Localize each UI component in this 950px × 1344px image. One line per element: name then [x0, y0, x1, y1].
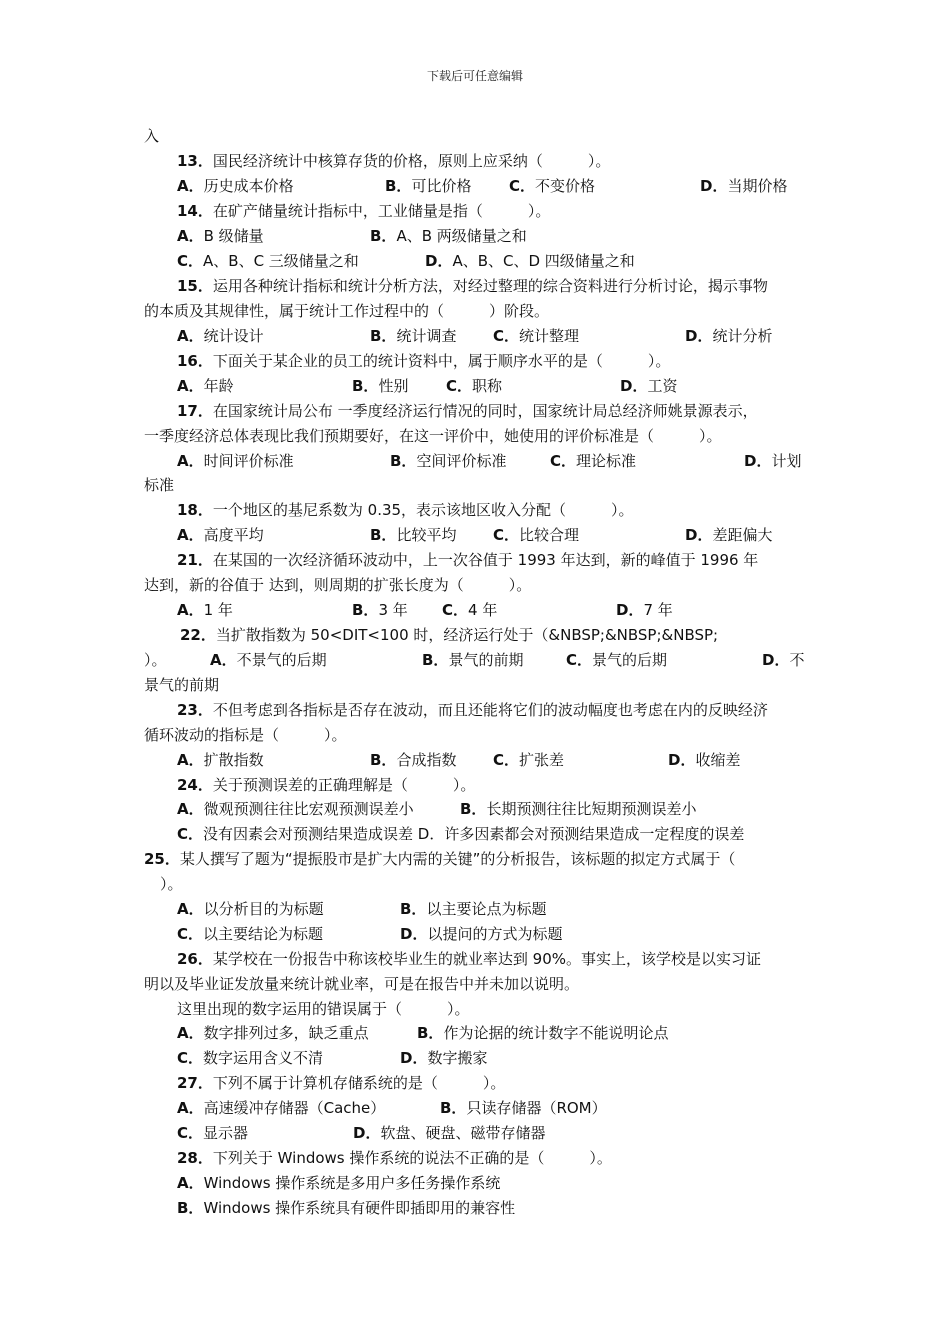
text-line	[0, 1146, 950, 1170]
answer-option: A．以分析目的为标题	[177, 900, 324, 918]
text-line	[0, 523, 950, 547]
text-line	[0, 698, 950, 722]
answer-option: A．历史成本价格	[177, 177, 294, 195]
text-line	[0, 897, 950, 921]
answer-option: B．空间评价标准	[390, 452, 507, 470]
answer-option: B．作为论据的统计数字不能说明论点	[417, 1024, 669, 1042]
text-line	[0, 299, 950, 323]
answer-option: D．不	[762, 651, 805, 669]
text-line	[0, 149, 950, 173]
answer-option: D．7 年	[616, 601, 673, 619]
answer-option: B．长期预测往往比短期预测误差小	[460, 800, 697, 818]
text-line	[0, 224, 950, 248]
question-text: 这里出现的数字运用的错误属于（ ）。	[177, 1000, 470, 1018]
answer-option: C．数字运用含义不清	[177, 1049, 324, 1067]
answer-option: D．当期价格	[700, 177, 788, 195]
answer-option: C．4 年	[442, 601, 498, 619]
answer-option: B．性别	[352, 377, 409, 395]
question-text: 一季度经济总体表现比我们预期要好，在这一评价中，她使用的评价标准是（ ）。	[144, 427, 722, 445]
answer-option: C．职称	[446, 377, 503, 395]
question-text: 的本质及其规律性，属于统计工作过程中的（ ）阶段。	[144, 302, 550, 320]
question-text: 27．下列不属于计算机存储系统的是（ ）。	[177, 1074, 506, 1092]
answer-option: B．统计调查	[370, 327, 457, 345]
text-line	[0, 399, 950, 423]
text-line	[0, 947, 950, 971]
answer-option: A．扩散指数	[177, 751, 264, 769]
answer-option: C．不变价格	[509, 177, 596, 195]
text-line	[0, 972, 950, 996]
question-text: 15．运用各种统计指标和统计分析方法，对经过整理的综合资料进行分析讨论，揭示事物	[177, 277, 768, 295]
text-line	[0, 1196, 950, 1220]
answer-option: C．A、B、C 三级储量之和	[177, 252, 359, 270]
answer-option: B．比较平均	[370, 526, 457, 544]
question-text: 16．下面关于某企业的员工的统计资料中，属于顺序水平的是（ ）。	[177, 352, 671, 370]
answer-option: A．时间评价标准	[177, 452, 294, 470]
answer-option: C．统计整理	[493, 327, 580, 345]
text-line	[0, 199, 950, 223]
answer-option: C．没有因素会对预测结果造成误差 D．许多因素都会对预测结果造成一定程度的误差	[177, 825, 745, 843]
text-line	[0, 797, 950, 821]
text-line	[0, 872, 950, 896]
answer-option: C．扩张差	[493, 751, 565, 769]
text-line	[0, 822, 950, 846]
text-line	[0, 573, 950, 597]
answer-option: A．不景气的后期	[210, 651, 327, 669]
text-line	[0, 449, 950, 473]
answer-option: D．收缩差	[668, 751, 741, 769]
question-text: 循环波动的指标是（ ）。	[144, 726, 347, 744]
text-line	[0, 374, 950, 398]
answer-option: C．以主要结论为标题	[177, 925, 324, 943]
text-line	[0, 174, 950, 198]
text-line	[0, 124, 950, 148]
question-text: 17．在国家统计局公布 一季度经济运行情况的同时，国家统计局总经济师姚景源表示，	[177, 402, 758, 420]
question-text: 达到，新的谷值于 达到，则周期的扩张长度为（ ）。	[144, 576, 532, 594]
text-line	[0, 1046, 950, 1070]
question-text: 24．关于预测误差的正确理解是（ ）。	[177, 776, 476, 794]
text-line	[0, 1021, 950, 1045]
question-text: 28．下列关于 Windows 操作系统的说法不正确的是（ ）。	[177, 1149, 612, 1167]
answer-option: D．数字搬家	[400, 1049, 488, 1067]
answer-option: A．微观预测往往比宏观预测误差小	[177, 800, 414, 818]
answer-option: C．比较合理	[493, 526, 580, 544]
question-text: 25．某人撰写了题为“提振股市是扩大内需的关键”的分析报告，该标题的拟定方式属于（	[144, 850, 736, 868]
text-line	[0, 498, 950, 522]
question-text: 13．国民经济统计中核算存货的价格，原则上应采纳（ ）。	[177, 152, 611, 170]
answer-option: D．以提问的方式为标题	[400, 925, 563, 943]
text-line	[0, 1096, 950, 1120]
answer-option: C．显示器	[177, 1124, 249, 1142]
answer-option: A．统计设计	[177, 327, 264, 345]
question-text: ）。	[160, 875, 183, 893]
answer-option: A．B 级储量	[177, 227, 264, 245]
answer-option: C．理论标准	[550, 452, 637, 470]
answer-option: B．只读存储器（ROM）	[440, 1099, 607, 1117]
text-line	[0, 1121, 950, 1145]
text-line	[0, 623, 950, 647]
answer-option: B．A、B 两级储量之和	[370, 227, 527, 245]
question-text: 14．在矿产储量统计指标中，工业储量是指（ ）。	[177, 202, 551, 220]
question-text: 标准	[144, 476, 175, 494]
question-text: ）。	[144, 651, 167, 669]
answer-option: B．3 年	[352, 601, 408, 619]
answer-option: A．1 年	[177, 601, 233, 619]
answer-option: D．统计分析	[685, 327, 773, 345]
question-text: 26．某学校在一份报告中称该校毕业生的就业率达到 90%。事实上，该学校是以实习证	[177, 950, 761, 968]
text-line	[0, 922, 950, 946]
text-line	[0, 723, 950, 747]
text-line	[0, 473, 950, 497]
text-line	[0, 847, 950, 871]
text-line	[0, 1071, 950, 1095]
text-line	[0, 673, 950, 697]
question-text: 23．不但考虑到各指标是否存在波动，而且还能将它们的波动幅度也考虑在内的反映经济	[177, 701, 768, 719]
text-line	[0, 997, 950, 1021]
question-text: 21．在某国的一次经济循环波动中，上一次谷值于 1993 年达到，新的峰值于 1996 年	[177, 551, 759, 569]
answer-option: B．可比价格	[385, 177, 472, 195]
answer-option: B．合成指数	[370, 751, 457, 769]
text-line	[0, 748, 950, 772]
answer-option: A．高速缓冲存储器（Cache）	[177, 1099, 386, 1117]
text-line	[0, 1171, 950, 1195]
question-text: 22．当扩散指数为 50<DIT<100 时，经济运行处于（&NBSP;&NBSP;&NBSP;	[180, 626, 719, 644]
text-line	[0, 274, 950, 298]
page-header: 下载后可任意编辑	[426, 69, 523, 83]
question-text: 入	[144, 127, 160, 145]
answer-option: D．软盘、硬盘、磁带存储器	[353, 1124, 546, 1142]
answer-option: B．以主要论点为标题	[400, 900, 547, 918]
answer-option: D．计划	[744, 452, 802, 470]
text-line	[0, 249, 950, 273]
text-line	[0, 598, 950, 622]
answer-option: B．Windows 操作系统具有硬件即插即用的兼容性	[177, 1199, 516, 1217]
answer-option: D．工资	[620, 377, 678, 395]
question-text: 明以及毕业证发放量来统计就业率，可是在报告中并未加以说明。	[144, 975, 580, 993]
text-line	[0, 324, 950, 348]
answer-option: D．A、B、C、D 四级储量之和	[425, 252, 635, 270]
answer-option: A．年龄	[177, 377, 234, 395]
text-line	[0, 773, 950, 797]
answer-option: A．数字排列过多，缺乏重点	[177, 1024, 369, 1042]
text-line	[0, 349, 950, 373]
answer-option: A．Windows 操作系统是多用户多任务操作系统	[177, 1174, 501, 1192]
answer-option: C．景气的后期	[566, 651, 668, 669]
answer-option: B．景气的前期	[422, 651, 524, 669]
question-text: 18．一个地区的基尼系数为 0.35，表示该地区收入分配（ ）。	[177, 501, 634, 519]
question-text: 景气的前期	[144, 676, 220, 694]
answer-option: A．高度平均	[177, 526, 264, 544]
text-line	[0, 548, 950, 572]
answer-option: D．差距偏大	[685, 526, 773, 544]
text-line	[0, 424, 950, 448]
text-line	[0, 648, 950, 672]
